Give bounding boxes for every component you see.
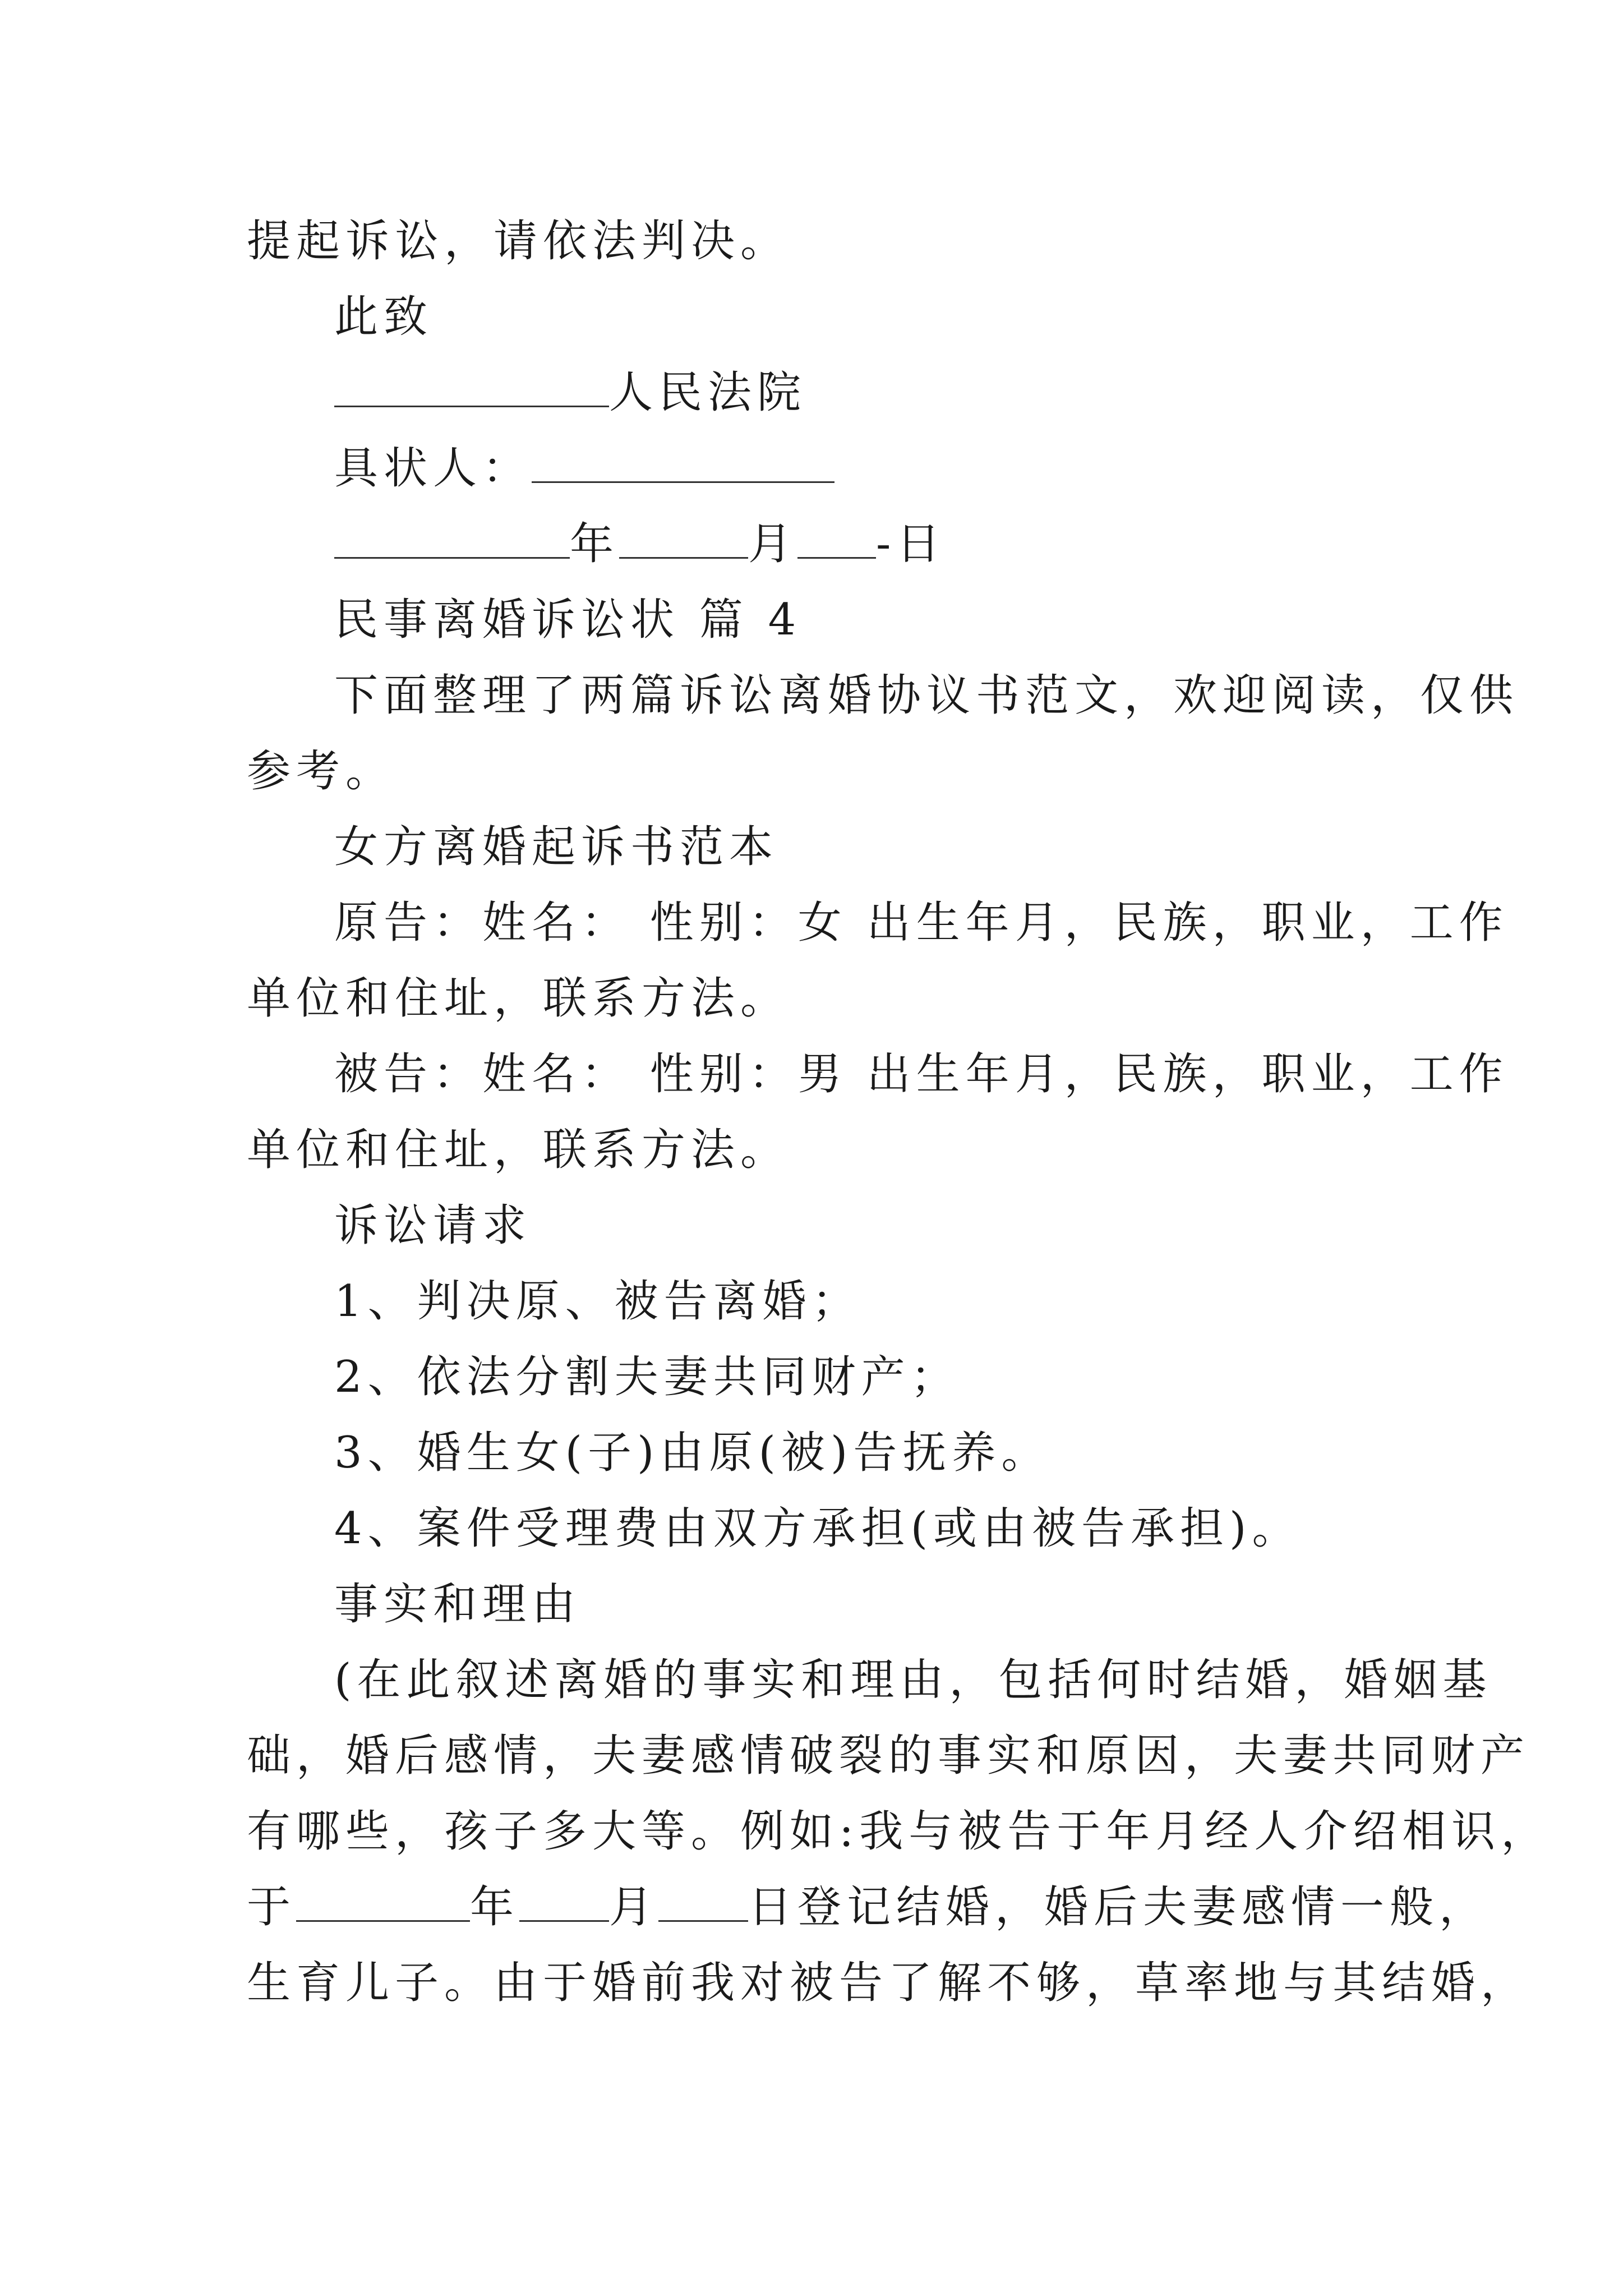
text-line: 2、依法分割夫妻共同财产； [334, 1352, 960, 1402]
text-line: 参考。 [247, 746, 395, 797]
text-line: 提起诉讼，请依法判决。 [247, 216, 790, 266]
text-line: 生育儿子。由于婚前我对被告了解不够，草率地与其结婚， [247, 1958, 1530, 2008]
marriage-date-line [247, 1879, 1488, 1935]
text-line: 被告：姓名： 性别：男 出生年月，民族，职业，工作 [334, 1049, 1509, 1099]
text-line: 原告：姓名： 性别：女 出生年月，民族，职业，工作 [334, 898, 1509, 948]
text-line: 4、案件受理费由双方承担(或由被告承担)。 [334, 1503, 1302, 1554]
date-line [334, 516, 946, 572]
text-line: 诉讼请求 [334, 1200, 532, 1251]
text-fragment: 人民法院 [609, 367, 807, 418]
fill-in-blank [797, 519, 876, 559]
fill-in-blank [532, 443, 834, 483]
fill-in-blank [296, 1882, 470, 1922]
fill-in-blank [334, 519, 570, 559]
plaintiff-signature-line [334, 440, 834, 496]
text-line: 事实和理由 [334, 1579, 582, 1630]
text-line: (在此叙述离婚的事实和理由，包括何时结婚，婚姻基 [334, 1655, 1492, 1705]
text-line: 下面整理了两篇诉讼离婚协议书范文，欢迎阅读，仅供 [334, 670, 1519, 721]
text-line: 单位和住址，联系方法。 [247, 1125, 790, 1175]
text-line: 女方离婚起诉书范本 [334, 822, 779, 872]
fill-in-blank [334, 367, 609, 407]
text-line: 有哪些，孩子多大等。例如:我与被告于年月经人介绍相识， [247, 1806, 1551, 1857]
text-fragment: -日 [876, 519, 946, 569]
text-fragment: 月 [748, 519, 798, 569]
text-line: 1、判决原、被告离婚； [334, 1276, 861, 1327]
fill-in-blank [658, 1882, 748, 1922]
text-fragment: 年 [470, 1882, 520, 1932]
fill-in-blank [619, 519, 748, 559]
text-line: 3、婚生女(子)由原(被)告抚养。 [334, 1428, 1051, 1478]
text-fragment: 月 [609, 1882, 659, 1932]
text-line: 此致 [334, 292, 434, 342]
text-line: 础，婚后感情，夫妻感情破裂的事实和原因，夫妻共同财产 [247, 1731, 1530, 1781]
text-line: 单位和住址，联系方法。 [247, 973, 790, 1024]
text-fragment: 年 [570, 519, 620, 569]
court-line [334, 365, 806, 421]
fill-in-blank [519, 1882, 609, 1922]
text-fragment: 于 [247, 1882, 297, 1932]
text-fragment: 具状人： [334, 443, 532, 494]
section-heading: 民事离婚诉讼状 篇 4 [334, 595, 802, 645]
text-fragment: 日登记结婚，婚后夫妻感情一般， [748, 1882, 1489, 1932]
